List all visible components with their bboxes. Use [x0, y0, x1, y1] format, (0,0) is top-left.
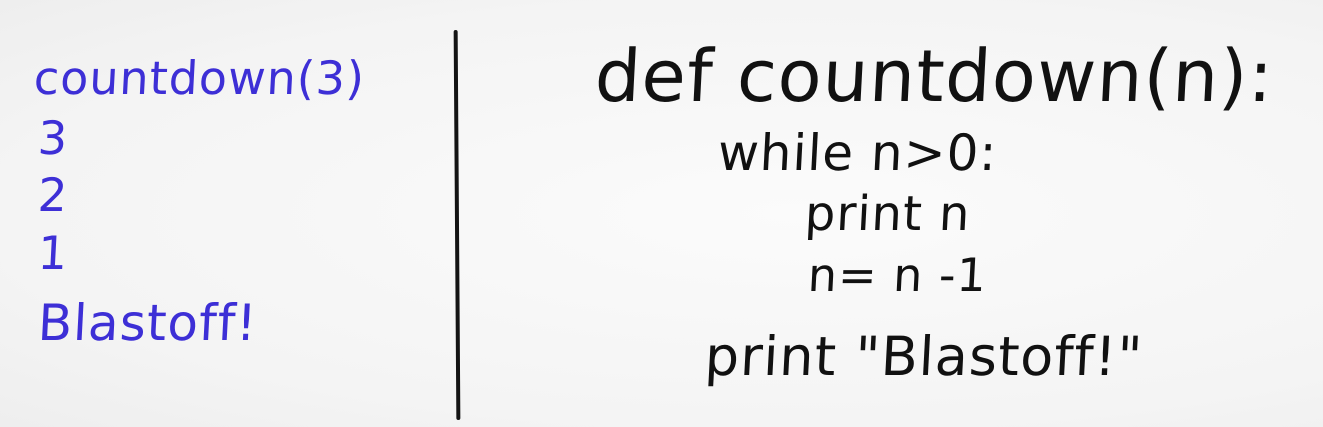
output-line-3: 3: [36, 111, 70, 165]
output-call: countdown(3): [32, 51, 367, 105]
code-decrement-line: n= n -1: [806, 248, 989, 302]
code-while-line: while n>0:: [716, 124, 999, 182]
output-line-1: 1: [36, 226, 70, 280]
output-blastoff: Blastoff!: [36, 294, 259, 352]
code-print-n-line: print n: [803, 186, 972, 242]
divider-line: [454, 30, 461, 420]
output-line-2: 2: [36, 168, 70, 222]
code-print-blastoff-line: print "Blastoff!": [703, 325, 1145, 388]
code-def-line: def countdown(n):: [592, 34, 1276, 118]
